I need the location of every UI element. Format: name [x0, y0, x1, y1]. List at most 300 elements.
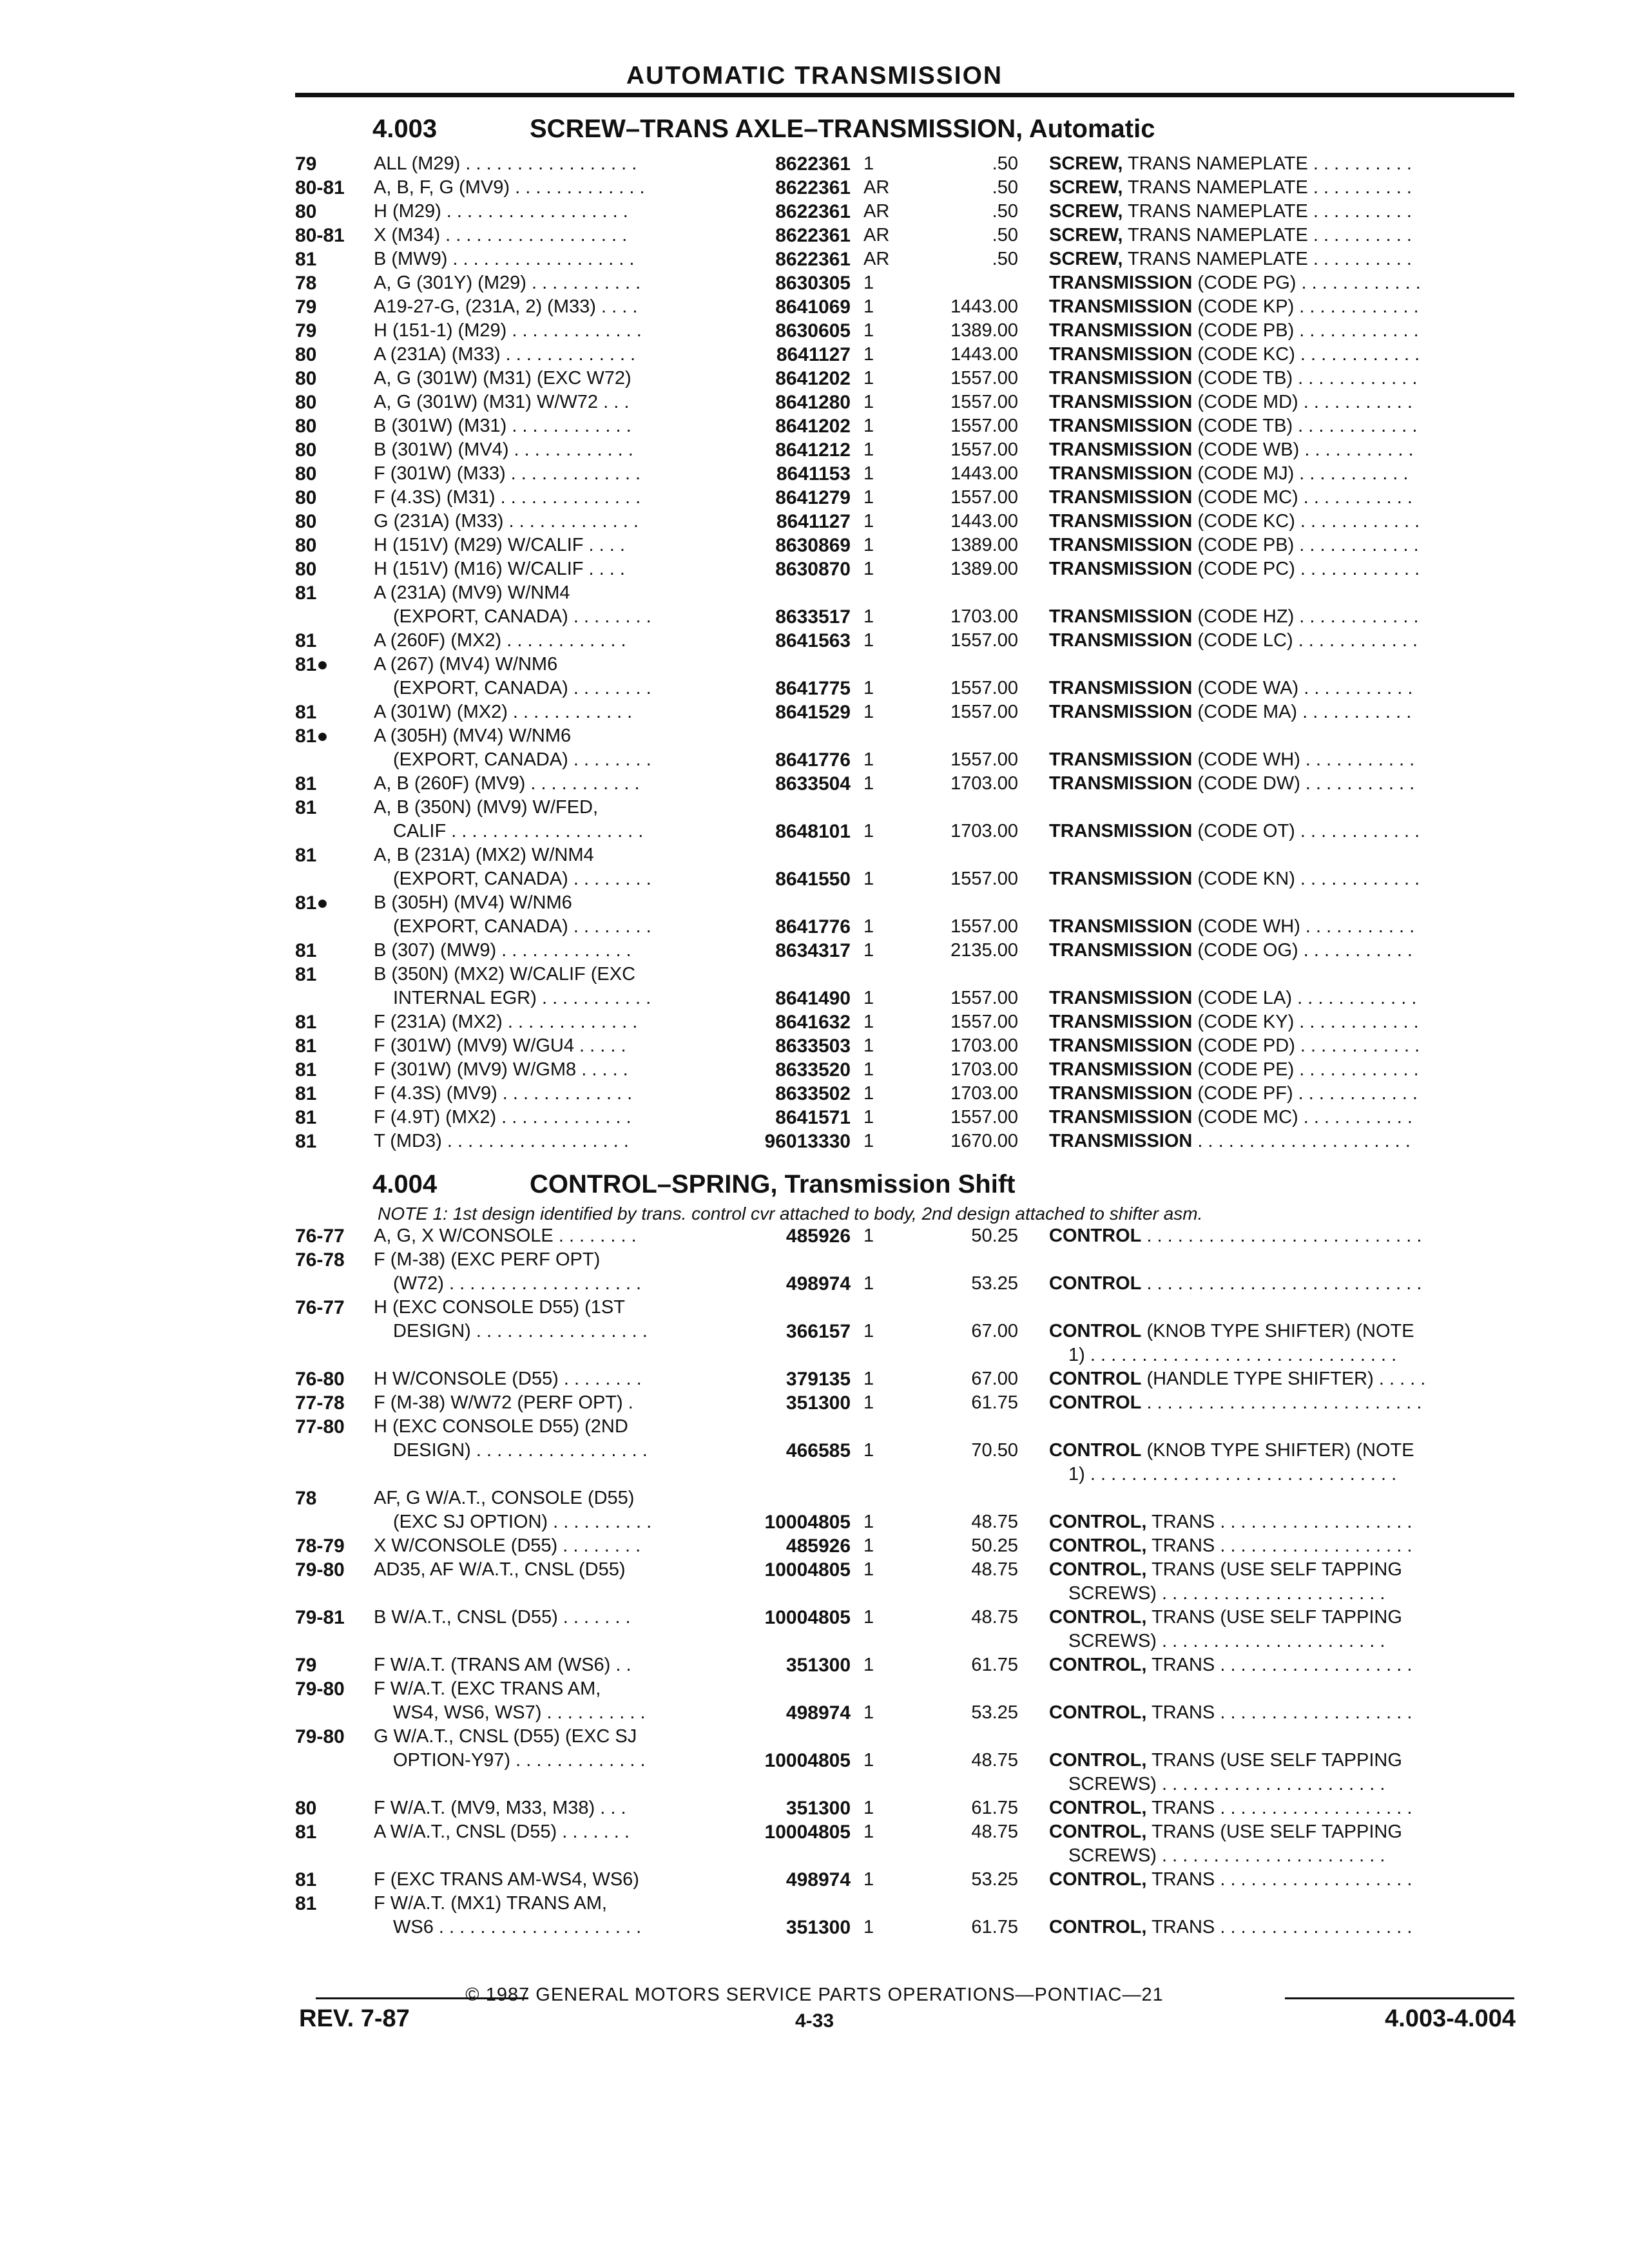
quantity: 1	[863, 1535, 874, 1556]
section-title-main: SCREW–TRANS AXLE–TRANSMISSION,	[530, 115, 1023, 143]
application: B (301W) (MV4) . . . . . . . . . . . .	[374, 439, 633, 460]
part-name: SCREW,	[1049, 153, 1123, 174]
application: F (M-38) W/W72 (PERF OPT) .	[374, 1392, 633, 1413]
part-number: 8641563	[775, 630, 851, 651]
price: .50	[992, 153, 1018, 174]
application: A (305H) (MV4) W/NM6	[374, 726, 572, 746]
application: A, G, X W/CONSOLE . . . . . . . .	[374, 1225, 637, 1246]
part-detail: 1) . . . . . . . . . . . . . . . . . . . . . . . . . . . . . .	[1068, 1345, 1397, 1365]
part-detail: TRANS . . . . . . . . . . . . . . . . . . .	[1151, 1535, 1412, 1556]
part-name: TRANSMISSION	[1049, 630, 1193, 651]
part-detail: (KNOB TYPE SHIFTER) (NOTE	[1146, 1321, 1414, 1341]
part-name: TRANSMISSION	[1049, 463, 1193, 484]
part-number: 8633517	[775, 606, 851, 628]
part-name: TRANSMISSION	[1049, 392, 1193, 412]
part-name: CONTROL	[1049, 1225, 1142, 1246]
description	[1049, 1391, 1513, 1415]
part-detail: TRANS . . . . . . . . . . . . . . . . . . .	[1151, 1917, 1412, 1937]
table-row	[0, 1868, 1629, 1892]
quantity: 1	[863, 1225, 874, 1246]
table-row	[0, 1129, 1629, 1153]
quantity: 1	[863, 678, 874, 698]
application: F W/A.T. (EXC TRANS AM,	[374, 1678, 601, 1699]
part-number: 8641490	[775, 988, 851, 1009]
application: H W/CONSOLE (D55) . . . . . . . .	[374, 1369, 642, 1389]
part-name: TRANSMISSION	[1049, 416, 1193, 436]
description	[1049, 605, 1513, 629]
table-row	[0, 390, 1629, 414]
quantity: 1	[863, 463, 874, 484]
part-name: TRANSMISSION	[1049, 916, 1193, 937]
part-number: 498974	[786, 1702, 851, 1724]
model-year: 81	[295, 630, 317, 651]
quantity: 1	[863, 1012, 874, 1032]
table-row	[0, 414, 1629, 438]
part-number: 8630869	[775, 535, 851, 556]
part-name: CONTROL,	[1049, 1559, 1147, 1580]
price: 61.75	[971, 1798, 1018, 1818]
model-year: 81	[295, 797, 317, 818]
table-row	[0, 271, 1629, 295]
table-row	[0, 1463, 1629, 1486]
part-number: 351300	[786, 1917, 851, 1938]
part-detail: TRANS NAMEPLATE . . . . . . . . . .	[1127, 153, 1412, 174]
quantity: 1	[863, 940, 874, 961]
description	[1049, 1701, 1513, 1725]
part-detail: TRANS NAMEPLATE . . . . . . . . . .	[1127, 249, 1412, 269]
price: 50.25	[971, 1535, 1018, 1556]
part-detail: TRANS (USE SELF TAPPING	[1151, 1821, 1402, 1842]
description	[1049, 557, 1513, 581]
part-detail: TRANS . . . . . . . . . . . . . . . . . . .	[1151, 1702, 1412, 1723]
part-detail: TRANS . . . . . . . . . . . . . . . . . . .	[1151, 1655, 1412, 1675]
model-year: 79	[295, 153, 317, 175]
description	[1049, 1224, 1513, 1248]
application: F (4.3S) (M31) . . . . . . . . . . . . . .	[374, 487, 641, 508]
table-row	[0, 891, 1629, 915]
model-year: 80	[295, 535, 317, 556]
model-year: 81	[295, 1083, 317, 1104]
quantity: 1	[863, 1035, 874, 1056]
description	[1049, 486, 1513, 510]
description	[1049, 1749, 1513, 1773]
model-year: 81	[295, 845, 317, 866]
part-name: TRANSMISSION	[1049, 869, 1193, 889]
part-number: 8641529	[775, 702, 851, 723]
description	[1049, 748, 1513, 772]
description	[1049, 1844, 1532, 1868]
price: 1703.00	[950, 606, 1018, 627]
part-detail: . . . . . . . . . . . . . . . . . . . . .	[1197, 1131, 1411, 1151]
part-detail: TRANS NAMEPLATE . . . . . . . . . .	[1127, 225, 1412, 245]
part-number: 8633503	[775, 1035, 851, 1057]
table-row	[0, 1224, 1629, 1248]
description	[1049, 1129, 1513, 1153]
application: A (267) (MV4) W/NM6	[374, 654, 558, 675]
part-detail: TRANS (USE SELF TAPPING	[1151, 1607, 1402, 1628]
application: DESIGN) . . . . . . . . . . . . . . . . .	[393, 1440, 648, 1461]
application: OPTION-Y97) . . . . . . . . . . . . .	[393, 1750, 646, 1771]
part-number: 366157	[786, 1321, 851, 1342]
table-row	[0, 700, 1629, 724]
part-number: 8641127	[776, 511, 851, 532]
price: 1557.00	[950, 749, 1018, 770]
table-row	[0, 343, 1629, 367]
description	[1049, 438, 1513, 462]
section-subtitle: Automatic	[1028, 115, 1155, 143]
application: AF, G W/A.T., CONSOLE (D55)	[374, 1488, 635, 1508]
description	[1049, 1439, 1513, 1463]
quantity: 1	[863, 1369, 874, 1389]
part-detail: (CODE KP) . . . . . . . . . . . .	[1197, 296, 1419, 317]
part-name: SCREW,	[1049, 201, 1123, 222]
table-row	[0, 677, 1629, 700]
model-year: 80	[295, 416, 317, 437]
part-number: 8641550	[775, 869, 851, 890]
application: F W/A.T. (MV9, M33, M38) . . .	[374, 1798, 626, 1818]
application: (EXPORT, CANADA) . . . . . . . .	[393, 916, 651, 937]
application: A (231A) (M33) . . . . . . . . . . . . .	[374, 344, 636, 365]
part-detail: (CODE TB) . . . . . . . . . . . .	[1197, 368, 1418, 389]
price: 1703.00	[950, 1083, 1018, 1104]
table-row	[0, 653, 1629, 677]
price: 1557.00	[950, 678, 1018, 698]
model-year: 81	[295, 773, 317, 794]
section-note: NOTE 1: 1st design identified by trans. control cvr attached to body, 2nd design attached to shifter asm.	[378, 1204, 1203, 1224]
part-detail: (CODE MD) . . . . . . . . . . .	[1197, 392, 1412, 412]
model-year: 81	[295, 1131, 317, 1152]
description	[1049, 367, 1513, 390]
quantity: AR	[863, 177, 890, 198]
part-detail: . . . . . . . . . . . . . . . . . . . . . . . . . . .	[1146, 1273, 1422, 1294]
model-year: 81●	[295, 892, 329, 914]
price: 1703.00	[950, 1035, 1018, 1056]
part-name: SCREW,	[1049, 225, 1123, 245]
application: A, G (301Y) (M29) . . . . . . . . . . .	[374, 273, 641, 293]
section-title-main: CONTROL–SPRING,	[530, 1170, 778, 1198]
description	[1049, 700, 1513, 724]
quantity: 1	[863, 1059, 874, 1080]
part-detail: (CODE KY) . . . . . . . . . . . .	[1197, 1012, 1419, 1032]
part-detail: . . . . . . . . . . . . . . . . . . . . . . . . . . .	[1146, 1392, 1422, 1413]
description	[1049, 1582, 1532, 1606]
part-detail: (CODE TB) . . . . . . . . . . . .	[1197, 416, 1418, 436]
description	[1049, 1343, 1532, 1367]
table-row	[0, 1725, 1629, 1749]
part-number: 8641279	[775, 487, 851, 508]
model-year: 80	[295, 368, 317, 389]
application: F W/A.T. (TRANS AM (WS6) . .	[374, 1655, 631, 1675]
part-number: 8641775	[775, 678, 851, 699]
model-year: 80	[295, 559, 317, 580]
part-name: CONTROL,	[1049, 1702, 1147, 1723]
table-row	[0, 1391, 1629, 1415]
quantity: 1	[863, 392, 874, 412]
table-row	[0, 1510, 1629, 1534]
table-row	[0, 557, 1629, 581]
model-year: 80-81	[295, 177, 345, 198]
part-number: 351300	[786, 1392, 851, 1414]
application: H (151-1) (M29) . . . . . . . . . . . . .	[374, 320, 642, 341]
table-row	[0, 462, 1629, 486]
part-number: 379135	[786, 1369, 851, 1390]
part-detail: TRANS . . . . . . . . . . . . . . . . . . .	[1151, 1798, 1412, 1818]
quantity: 1	[863, 1702, 874, 1723]
quantity: AR	[863, 201, 890, 222]
table-row	[0, 581, 1629, 605]
quantity: 1	[863, 702, 874, 722]
footer-section-reference: 4.003-4.004	[1385, 2005, 1516, 2032]
footer-revision: REV. 7-87	[299, 2005, 410, 2032]
price: 1443.00	[950, 296, 1018, 317]
description	[1049, 1034, 1513, 1058]
description	[1049, 510, 1513, 533]
part-number: 8630305	[775, 273, 851, 294]
part-detail: (CODE PB) . . . . . . . . . . . .	[1197, 535, 1419, 555]
description	[1049, 1868, 1513, 1892]
table-row	[0, 1773, 1629, 1796]
price: 48.75	[971, 1750, 1018, 1771]
model-year: 79-81	[295, 1607, 345, 1628]
application: G (231A) (M33) . . . . . . . . . . . . .	[374, 511, 639, 532]
price: 1557.00	[950, 1012, 1018, 1032]
application: A, G (301W) (M31) (EXC W72)	[374, 368, 631, 389]
quantity: 1	[863, 821, 874, 841]
quantity: AR	[863, 225, 890, 245]
part-detail: TRANS (USE SELF TAPPING	[1151, 1750, 1402, 1771]
part-number: 10004805	[764, 1559, 851, 1581]
table-row	[0, 772, 1629, 796]
table-row	[0, 1916, 1629, 1939]
section-number: 4.004	[372, 1170, 438, 1198]
part-name: TRANSMISSION	[1049, 1107, 1193, 1128]
quantity: 1	[863, 439, 874, 460]
quantity: 1	[863, 869, 874, 889]
model-year: 76-78	[295, 1249, 345, 1271]
description	[1049, 271, 1513, 295]
part-number: 8633502	[775, 1083, 851, 1104]
price: 1389.00	[950, 320, 1018, 341]
part-detail: SCREWS) . . . . . . . . . . . . . . . . . . . . . .	[1068, 1774, 1385, 1794]
part-detail: (CODE PE) . . . . . . . . . . . .	[1197, 1059, 1419, 1080]
description	[1049, 820, 1513, 843]
price: 53.25	[971, 1869, 1018, 1890]
quantity: 1	[863, 535, 874, 555]
application: X (M34) . . . . . . . . . . . . . . . . . .	[374, 225, 628, 245]
part-number: 8641776	[775, 749, 851, 771]
quantity: 1	[863, 1798, 874, 1818]
price: 1557.00	[950, 702, 1018, 722]
part-number: 8634317	[775, 940, 851, 961]
application: WS6 . . . . . . . . . . . . . . . . . . . .	[393, 1917, 642, 1937]
description	[1049, 1082, 1513, 1106]
quantity: 1	[863, 296, 874, 317]
application: X W/CONSOLE (D55) . . . . . . . .	[374, 1535, 641, 1556]
section-subtitle: Transmission Shift	[784, 1170, 1016, 1198]
model-year: 78-79	[295, 1535, 345, 1557]
part-name: TRANSMISSION	[1049, 320, 1193, 341]
model-year: 79	[295, 296, 317, 318]
model-year: 80	[295, 511, 317, 532]
table-row	[0, 176, 1629, 200]
quantity: 1	[863, 1131, 874, 1151]
application: F (301W) (M33) . . . . . . . . . . . . .	[374, 463, 641, 484]
application: (EXPORT, CANADA) . . . . . . . .	[393, 869, 651, 889]
table-row	[0, 1558, 1629, 1582]
table-row	[0, 1653, 1629, 1677]
part-detail: (CODE PC) . . . . . . . . . . . .	[1197, 559, 1420, 579]
part-name: TRANSMISSION	[1049, 439, 1193, 460]
part-number: 498974	[786, 1869, 851, 1890]
application: H (EXC CONSOLE D55) (2ND	[374, 1416, 628, 1437]
price: 1670.00	[950, 1131, 1018, 1151]
part-detail: SCREWS) . . . . . . . . . . . . . . . . . . . . . .	[1068, 1583, 1385, 1604]
part-number: 8622361	[775, 201, 851, 222]
part-detail: (CODE WH) . . . . . . . . . . .	[1197, 916, 1415, 937]
description	[1049, 629, 1513, 653]
description	[1049, 1606, 1513, 1629]
table-row	[0, 1892, 1629, 1916]
model-year: 79-80	[295, 1559, 345, 1581]
quantity: 1	[863, 487, 874, 508]
model-year: 81	[295, 1893, 317, 1914]
part-number: 10004805	[764, 1821, 851, 1843]
description	[1049, 224, 1513, 247]
quantity: 1	[863, 749, 874, 770]
model-year: 81	[295, 249, 317, 270]
price: 1703.00	[950, 1059, 1018, 1080]
table-row	[0, 438, 1629, 462]
application: F (4.3S) (MV9) . . . . . . . . . . . . .	[374, 1083, 633, 1104]
description	[1049, 1796, 1513, 1820]
part-name: TRANSMISSION	[1049, 821, 1193, 841]
model-year: 81	[295, 582, 317, 604]
price: 1557.00	[950, 1107, 1018, 1128]
description	[1049, 1558, 1513, 1582]
table-row	[0, 1367, 1629, 1391]
quantity: 1	[863, 320, 874, 341]
price: .50	[992, 177, 1018, 198]
model-year: 81	[295, 964, 317, 985]
table-row	[0, 1296, 1629, 1320]
table-row	[0, 1796, 1629, 1820]
table-row	[0, 1677, 1629, 1701]
part-detail: (CODE HZ) . . . . . . . . . . . .	[1197, 606, 1419, 627]
section-title	[530, 115, 1155, 144]
description	[1049, 772, 1513, 796]
part-detail: SCREWS) . . . . . . . . . . . . . . . . . . . . . .	[1068, 1845, 1385, 1866]
price: 61.75	[971, 1392, 1018, 1413]
price: 1703.00	[950, 821, 1018, 841]
part-detail: (CODE KC) . . . . . . . . . . . .	[1197, 511, 1420, 532]
quantity: 1	[863, 153, 874, 174]
model-year: 79-80	[295, 1726, 345, 1747]
application: A, B (260F) (MV9) . . . . . . . . . . .	[374, 773, 640, 794]
application: F (301W) (MV9) W/GM8 . . . . .	[374, 1059, 628, 1080]
footer-page-number: 4-33	[795, 2010, 834, 2032]
part-number: 485926	[786, 1225, 851, 1247]
table-row	[0, 1606, 1629, 1629]
table-row	[0, 1844, 1629, 1868]
model-year: 81	[295, 1059, 317, 1081]
part-name: CONTROL,	[1049, 1869, 1147, 1890]
table-row	[0, 533, 1629, 557]
application: F (301W) (MV9) W/GU4 . . . . .	[374, 1035, 626, 1056]
price: 67.00	[971, 1369, 1018, 1389]
price: 50.25	[971, 1225, 1018, 1246]
application: CALIF . . . . . . . . . . . . . . . . . . .	[393, 821, 644, 841]
table-row	[0, 367, 1629, 390]
table-row	[0, 867, 1629, 891]
part-detail: TRANS NAMEPLATE . . . . . . . . . .	[1127, 201, 1412, 222]
price: 1557.00	[950, 869, 1018, 889]
part-name: TRANSMISSION	[1049, 559, 1193, 579]
price: 1557.00	[950, 368, 1018, 389]
quantity: 1	[863, 1607, 874, 1628]
table-row	[0, 605, 1629, 629]
table-row	[0, 1272, 1629, 1296]
description	[1049, 414, 1513, 438]
application: (EXPORT, CANADA) . . . . . . . .	[393, 749, 651, 770]
section-title	[530, 1170, 1015, 1199]
part-number: 8622361	[775, 153, 851, 175]
quantity: 1	[863, 368, 874, 389]
part-number: 8641202	[775, 368, 851, 389]
part-number: 8641571	[775, 1107, 851, 1128]
part-detail: (CODE LA) . . . . . . . . . . . .	[1197, 988, 1417, 1008]
description	[1049, 1773, 1532, 1796]
quantity: 1	[863, 1107, 874, 1128]
application: H (M29) . . . . . . . . . . . . . . . . . .	[374, 201, 628, 222]
application: G W/A.T., CNSL (D55) (EXC SJ	[374, 1726, 637, 1747]
table-row	[0, 986, 1629, 1010]
part-name: TRANSMISSION	[1049, 1059, 1193, 1080]
application: T (MD3) . . . . . . . . . . . . . . . . . .	[374, 1131, 629, 1151]
price: 1557.00	[950, 988, 1018, 1008]
part-name: TRANSMISSION	[1049, 940, 1193, 961]
section-heading	[0, 115, 1629, 144]
part-number: 351300	[786, 1798, 851, 1819]
part-name: CONTROL,	[1049, 1798, 1147, 1818]
part-detail: (CODE PG) . . . . . . . . . . . .	[1197, 273, 1421, 293]
part-name: TRANSMISSION	[1049, 344, 1193, 365]
model-year: 81	[295, 1012, 317, 1033]
model-year: 79	[295, 320, 317, 341]
part-number: 8622361	[775, 225, 851, 246]
application: F W/A.T. (MX1) TRANS AM,	[374, 1893, 607, 1914]
part-detail: 1) . . . . . . . . . . . . . . . . . . . . . . . . . . . . . .	[1068, 1464, 1397, 1485]
table-row	[0, 629, 1629, 653]
part-number: 351300	[786, 1655, 851, 1676]
part-name: TRANSMISSION	[1049, 606, 1193, 627]
model-year: 81	[295, 1821, 317, 1843]
price: .50	[992, 201, 1018, 222]
table-row	[0, 939, 1629, 963]
table-row	[0, 1486, 1629, 1510]
part-detail: (CODE WA) . . . . . . . . . . .	[1197, 678, 1413, 698]
description	[1049, 1629, 1532, 1653]
application: H (151V) (M29) W/CALIF . . . .	[374, 535, 625, 555]
part-number: 466585	[786, 1440, 851, 1461]
quantity: 1	[863, 1821, 874, 1842]
description	[1049, 1106, 1513, 1129]
quantity: 1	[863, 273, 874, 293]
description	[1049, 1820, 1513, 1844]
application: (EXPORT, CANADA) . . . . . . . .	[393, 678, 651, 698]
application: (EXPORT, CANADA) . . . . . . . .	[393, 606, 651, 627]
parts-table	[0, 1224, 1629, 1939]
part-name: CONTROL,	[1049, 1917, 1147, 1937]
